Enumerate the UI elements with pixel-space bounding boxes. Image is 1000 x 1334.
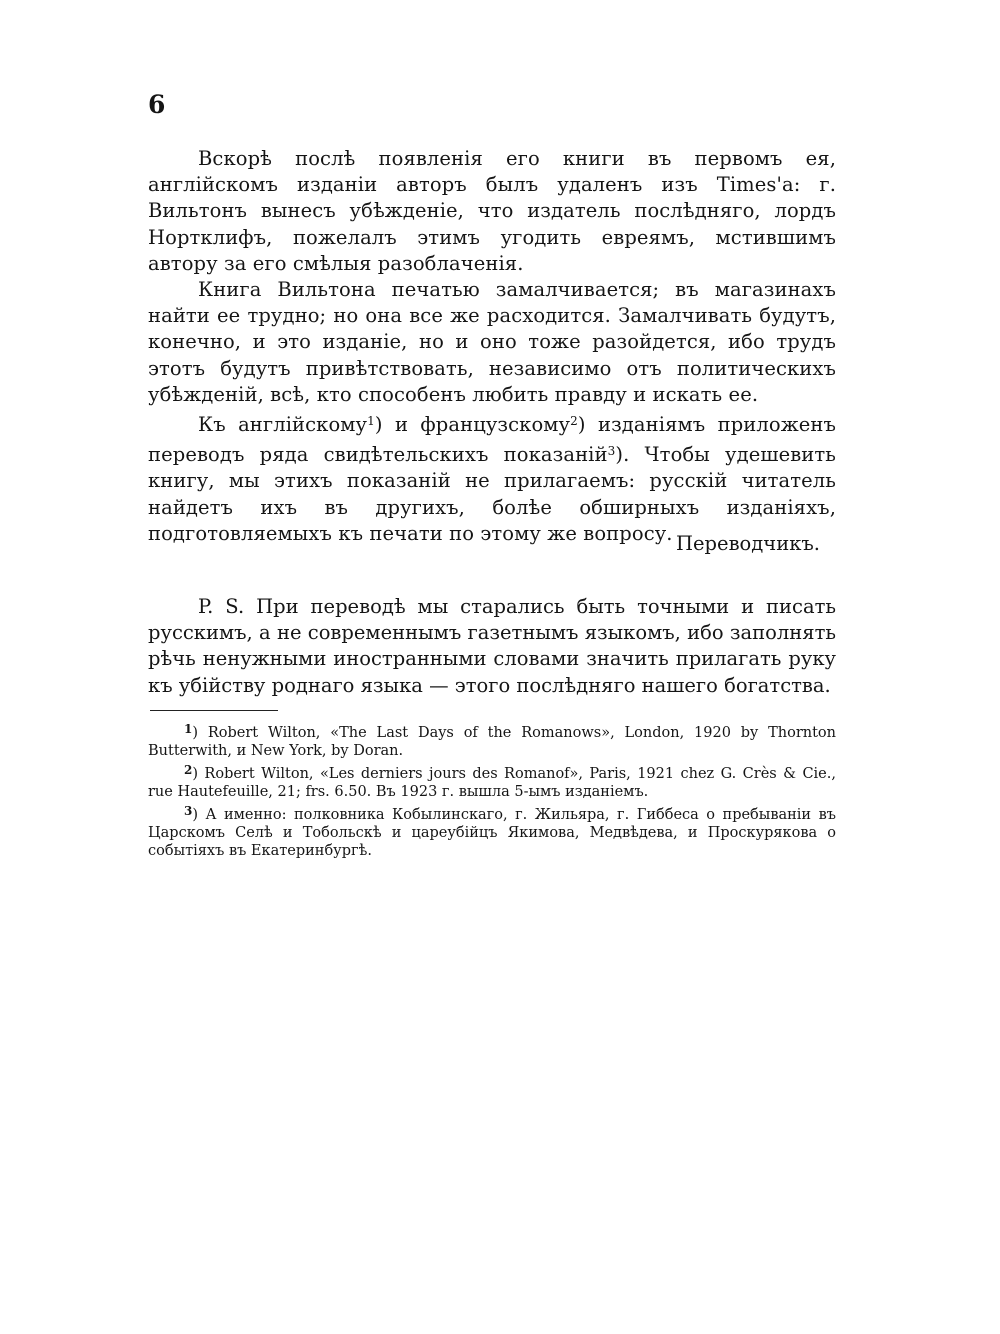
footnote-ref-1: 1 (367, 414, 375, 429)
footnote-text-1: ) Robert Wilton, «The Last Days of the Romanows», London, 1920 by Thornton Butterwith, и New York, by Doran. (148, 725, 836, 760)
footnote-mark-3: 3 (184, 803, 193, 818)
translator-signature: Переводчикъ. (676, 532, 820, 555)
page-number: 6 (148, 90, 166, 119)
paragraph-3-part-b: ) и французскому (374, 413, 571, 437)
postscript: P. S. При переводѣ мы старались быть точными и писать русскимъ, а не современнымъ газетнымъ языкомъ, ибо заполнять рѣчь ненужными иностранными словами значить прилагать руку къ убійству роднаго языка — этого послѣдняго нашего богатства. (148, 595, 836, 697)
footnote-mark-2: 2 (184, 762, 193, 777)
footnote-3 (148, 802, 836, 861)
footnote-ref-2: 2 (570, 414, 578, 429)
footnote-1 (148, 720, 836, 761)
footnote-divider (150, 710, 278, 711)
footnotes (148, 720, 836, 861)
footnote-2 (148, 761, 836, 802)
footnote-mark-1: 1 (184, 722, 193, 736)
paragraph-3-part-d: ). Чтобы удешевить книгу, мы этихъ показаній не прилагаемъ: русскій читатель найдетъ ихъ въ другихъ, болѣе обширныхъ изданіяхъ, подготовляемыхъ къ печати по этому же вопросу. (148, 443, 836, 545)
paragraph-3 (148, 408, 836, 547)
paragraph-1: Вскорѣ послѣ появленія его книги въ первомъ ея, англійскомъ изданіи авторъ былъ удаленъ изъ Times'а: г. Вильтонъ вынесъ убѣжденіе, что издатель послѣдняго, лордъ Нортклифъ, пожелалъ этимъ угодить евреямъ, мстившимъ автору за его смѣлыя разоблаченія. (148, 147, 836, 275)
main-text (148, 146, 836, 547)
paragraph-3-part-c: ) изданіямъ приложенъ переводъ ряда свидѣтельскихъ показаній (148, 413, 837, 467)
paragraph-2: Книга Вильтона печатью замалчивается; въ магазинахъ найти ее трудно; но она все же расходится. Замалчивать будутъ, конечно, и это изданіе, но и оно тоже разойдется, ибо трудъ этотъ будутъ привѣтствовать, независимо отъ политическихъ убѣжденій, всѣ, кто способенъ любить правду и искать ее. (148, 278, 836, 406)
footnote-text-3: ) А именно: полковника Кобылинскаго, г. Жильяра, г. Гиббеса о пребываніи въ Царскомъ Селѣ и Тобольскѣ и цареубійцъ Якимова, Медвѣдева, и Проскурякова о событіяхъ въ Екатеринбургѣ. (148, 806, 836, 860)
footnote-text-2: ) Robert Wilton, «Les derniers jours des Romanof», Paris, 1921 chez G. Crès & Cie., rue Hautefeuille, 21; frs. 6.50. Въ 1923 г. вышла 5-ымъ изданіемъ. (148, 765, 836, 801)
paragraph-3-part-a: Къ англійскому (198, 413, 368, 437)
footnote-ref-3: 3 (607, 444, 616, 459)
